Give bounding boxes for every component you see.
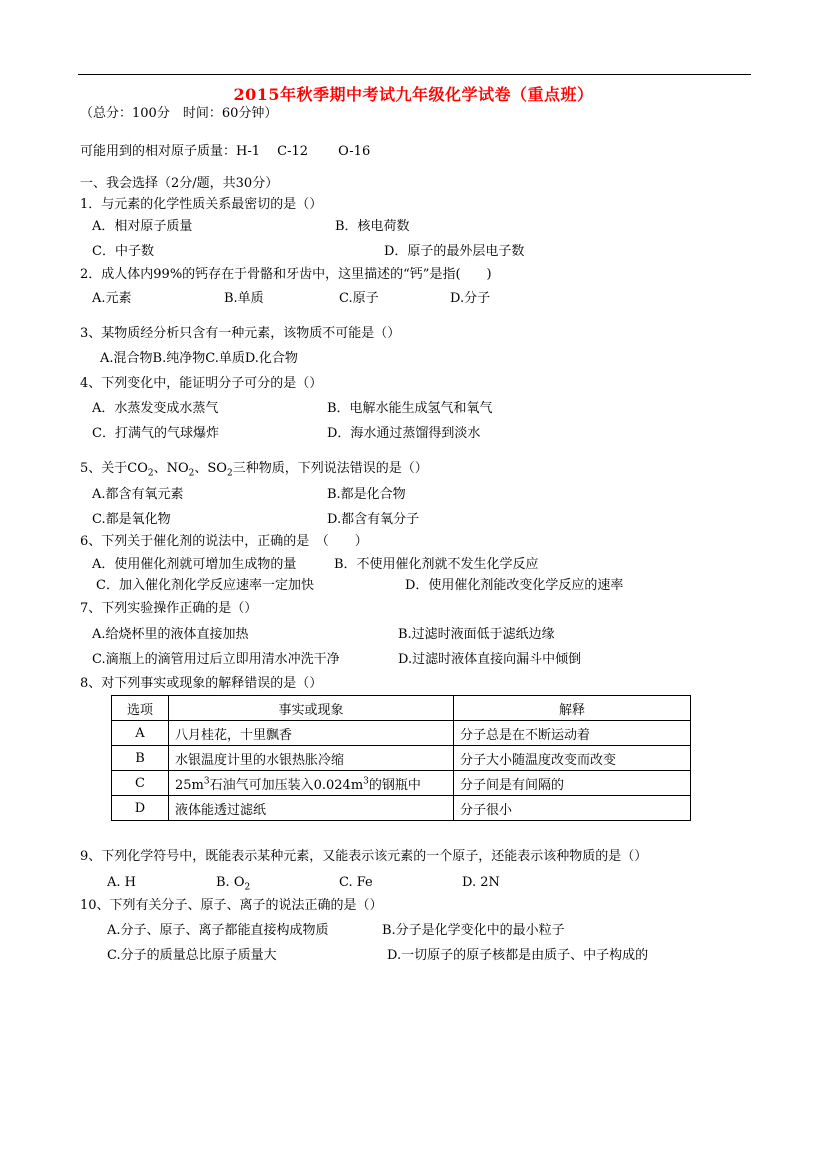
q5-stem: 5、关于$CO_2$、$NO_2$、$SO_2$三种物质，下列说法错误的是（） — [80, 461, 428, 479]
q1-option-c: C．中子数 — [92, 244, 154, 259]
q9-option-a: A. H — [107, 875, 136, 890]
q4-option-d: D．海水通过蒸馏得到淡水 — [327, 426, 481, 441]
q1-option-b: B．核电荷数 — [335, 219, 410, 234]
q9-option-b: B. $O_2$ — [216, 875, 251, 893]
q9-option-c: C. Fe — [339, 875, 373, 890]
q6-option-a: A．使用催化剂就可增加生成物的量 — [92, 557, 297, 572]
q2-option-b: B.单质 — [224, 291, 264, 306]
q10-stem: 10、下列有关分子、原子、离子的说法正确的是（） — [80, 898, 383, 913]
table-cell: 分子大小随温度改变而改变 — [454, 746, 691, 771]
q7-option-a: A.给烧杯里的液体直接加热 — [92, 627, 249, 642]
q5-option-a: A.都含有氧元素 — [92, 487, 184, 502]
table-header: 事实或现象 — [169, 696, 454, 721]
q7-option-b: B.过滤时液面低于滤纸边缘 — [398, 627, 555, 642]
table-cell: $25m^3$石油气可加压装入$0.024m^3$的钢瓶中 — [169, 771, 454, 796]
table-cell: 分子很小 — [454, 796, 691, 821]
q10-option-c: C.分子的质量总比原子质量大 — [107, 948, 277, 963]
exam-title: 2015年秋季期中考试九年级化学试卷（重点班） — [233, 85, 594, 104]
q6-option-c: C．加入催化剂化学反应速率一定加快 — [96, 578, 314, 593]
q2-option-a: A.元素 — [92, 291, 132, 306]
q9-stem: 9、下列化学符号中，既能表示某种元素，又能表示该元素的一个原子，还能表示该种物质的是（） — [80, 849, 648, 864]
q2-stem: 2．成人体内99%的钙存在于骨骼和牙齿中，这里描述的“钙”是指( ) — [80, 267, 492, 282]
table-cell: 水银温度计里的水银热胀冷缩 — [169, 746, 454, 771]
table-row — [112, 796, 691, 821]
table-cell: 液体能透过滤纸 — [169, 796, 454, 821]
table-cell: 八月桂花，十里飘香 — [169, 721, 454, 746]
q6-option-d: D．使用催化剂能改变化学反应的速率 — [405, 578, 624, 593]
q5-option-b: B.都是化合物 — [327, 487, 406, 502]
q7-option-c: C.滴瓶上的滴管用过后立即用清水冲洗干净 — [92, 652, 340, 667]
q5-option-c: C.都是氧化物 — [92, 512, 171, 527]
q9-option-d: D. 2N — [462, 875, 500, 890]
table-header: 选项 — [112, 696, 169, 721]
table-row — [112, 721, 691, 746]
q8-table — [111, 695, 691, 821]
q2-option-d: D.分子 — [450, 291, 491, 306]
table-cell: 分子总是在不断运动着 — [454, 721, 691, 746]
header-rule — [78, 74, 751, 75]
table-cell: C — [112, 771, 169, 796]
q5-option-d: D.都含有氧分子 — [327, 512, 420, 527]
table-row — [112, 746, 691, 771]
q4-option-c: C．打满气的气球爆炸 — [92, 426, 219, 441]
q7-option-d: D.过滤时液体直接向漏斗中倾倒 — [398, 652, 582, 667]
table-cell: D — [112, 796, 169, 821]
q4-option-b: B．电解水能生成氢气和氧气 — [327, 401, 493, 416]
q10-option-a: A.分子、原子、离子都能直接构成物质 — [107, 923, 329, 938]
table-cell: 分子间是有间隔的 — [454, 771, 691, 796]
q1-stem: 1．与元素的化学性质关系最密切的是（） — [80, 197, 323, 212]
atomic-masses: 可能用到的相对原子质量：H-1 C-12 O-16 — [80, 144, 371, 159]
q3-stem: 3、某物质经分析只含有一种元素，该物质不可能是（） — [80, 326, 401, 341]
table-cell: A — [112, 721, 169, 746]
q6-stem: 6、下列关于催化剂的说法中，正确的是 （ ） — [80, 534, 368, 549]
exam-meta: （总分：100分 时间：60分钟） — [80, 106, 278, 121]
q8-stem: 8、对下列事实或现象的解释错误的是（） — [80, 676, 323, 691]
q10-option-d: D.一切原子的原子核都是由质子、中子构成的 — [387, 948, 649, 963]
section-heading: 一、我会选择（2分/题，共30分） — [80, 176, 279, 191]
q6-option-b: B．不使用催化剂就不发生化学反应 — [334, 557, 539, 572]
q7-stem: 7、下列实验操作正确的是（） — [80, 601, 258, 616]
q1-option-d: D．原子的最外层电子数 — [384, 244, 525, 259]
table-header: 解释 — [454, 696, 691, 721]
table-header-row — [112, 696, 691, 721]
table-cell: B — [112, 746, 169, 771]
q4-stem: 4、下列变化中，能证明分子可分的是（） — [80, 376, 323, 391]
table-row — [112, 771, 691, 796]
q1-option-a: A．相对原子质量 — [92, 219, 193, 234]
q3-options: A.混合物B.纯净物C.单质D.化合物 — [100, 351, 298, 366]
q4-option-a: A．水蒸发变成水蒸气 — [92, 401, 219, 416]
q10-option-b: B.分子是化学变化中的最小粒子 — [382, 923, 565, 938]
q2-option-c: C.原子 — [339, 291, 379, 306]
